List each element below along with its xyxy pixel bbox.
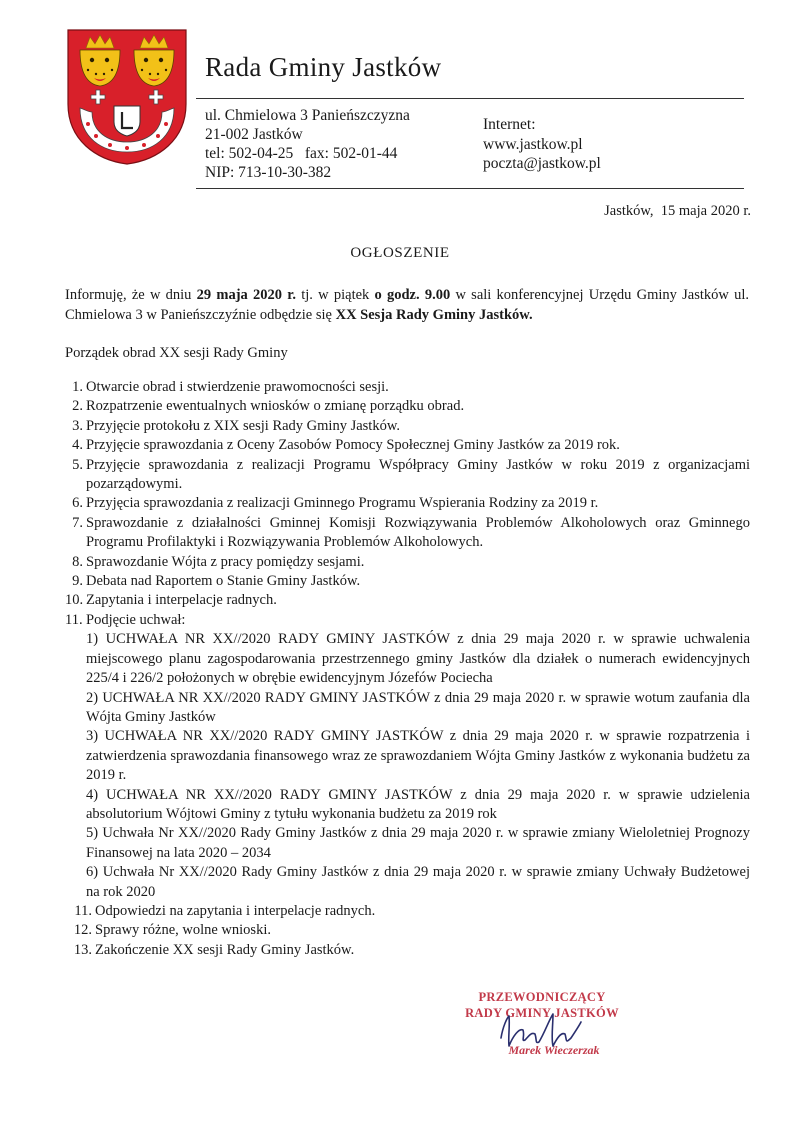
intro-text-1: Informuję, że w dniu (65, 287, 197, 303)
agenda-item-text: Podjęcie uchwał: (86, 611, 186, 628)
agenda-item-text: Debata nad Raportem o Stanie Gminy Jastków. (86, 573, 361, 590)
agenda-item-number: 1. (72, 379, 83, 395)
resolution-item-3: 3) UCHWAŁA NR XX//2020 RADY GMINY JASTKÓW z dnia 29 maja 2020 r. w sprawie rozpatrzenia i zatwierdzenia sprawozdania finansowego wraz ze sprawozdaniem Wójta Gminy Jastków z wykonania budżetu za 2019 r. (86, 728, 750, 784)
contact-block (483, 115, 601, 174)
contact-email-link[interactable]: poczta@jastkow.pl (483, 155, 601, 172)
document-title: OGŁOSZENIE (350, 245, 450, 261)
agenda-heading: Porządek obrad XX sesji Rady Gminy (65, 345, 288, 361)
agenda-item-text: Sprawy różne, wolne wnioski. (95, 922, 271, 939)
announcement-paragraph (65, 285, 749, 325)
agenda-item-number: 2. (72, 398, 83, 415)
address-street: ul. Chmielowa 3 Panieńszczyzna (205, 107, 410, 124)
agenda-list (65, 378, 750, 960)
agenda-item-1 (65, 378, 750, 397)
resolution-item-6: 6) Uchwała Nr XX//2020 Rady Gminy Jastków z dnia 29 maja 2020 r. w sprawie zmiany Uchwały Budżetowej na rok 2020 (86, 864, 750, 900)
header-rule-bottom (196, 188, 744, 189)
resolution-item-4: 4) UCHWAŁA NR XX//2020 RADY GMINY JASTKÓW z dnia 29 maja 2020 r. w sprawie udzielenia absolutorium Wójtowi Gminy z tytułu wykonania budżetu za 2019 rok (86, 786, 750, 822)
address-postcode: 21-002 Jastków (205, 126, 303, 143)
agenda-item-number: 5. (72, 456, 83, 473)
agenda-item-text: Sprawozdanie z działalności Gminnej Komisji Rozwiązywania Problemów Alkoholowych oraz Gminnego Programu Profilaktyki i Rozwiązywania Problemów Alkoholowych. (86, 514, 750, 551)
stamp-title: PRZEWODNICZĄCY (478, 990, 606, 1004)
agenda-item-number: 11. (74, 902, 92, 919)
address-phone-fax: tel: 502-04-25 fax: 502-01-44 (205, 145, 398, 162)
agenda-item-number: 7. (72, 514, 83, 531)
agenda-item-text: Przyjęcia sprawozdania z realizacji Gminnego Programu Wspierania Rodziny za 2019 r. (86, 495, 599, 512)
agenda-item-number: 10. (65, 592, 84, 609)
resolution-item-5: 5) Uchwała Nr XX//2020 Rady Gminy Jastków z dnia 29 maja 2020 r. w sprawie zmiany Wieloletniej Prognozy Finansowej na lata 2020 – 2034 (86, 825, 750, 861)
agenda-item-3 (65, 417, 750, 436)
agenda-item-11 (65, 611, 750, 902)
agenda-item-text: Zakończenie XX sesji Rady Gminy Jastków. (95, 941, 355, 958)
contact-internet-label: Internet: (483, 116, 536, 133)
agenda-item-number: 9. (72, 573, 83, 590)
session-date: 29 maja 2020 r. (196, 287, 296, 303)
resolutions-list (86, 630, 750, 902)
agenda-item-4 (65, 436, 750, 455)
agenda-item-number: 6. (72, 495, 83, 512)
agenda-item-text: Przyjęcie sprawozdania z Oceny Zasobów Pomocy Społecznej Gminy Jastków za 2019 rok. (86, 437, 620, 454)
agenda-item-8 (65, 553, 750, 572)
resolution-item-1: 1) UCHWAŁA NR XX//2020 RADY GMINY JASTKÓW z dnia 29 maja 2020 r. w sprawie uchwalenia miejscowego planu zagospodarowania przestrzennego gminy Jastków dla działek o numerach ewidencyjnych 225/4 i 226/2 położonych w obrębie ewidencyjnym Józefów Pociecha (86, 631, 750, 687)
address-block (205, 106, 410, 182)
agenda-item-text: Rozpatrzenie ewentualnych wniosków o zmianę porządku obrad. (86, 398, 465, 415)
session-name: XX Sesja Rady Gminy Jastków. (335, 307, 533, 323)
agenda-item-number: 8. (72, 553, 83, 570)
agenda-item-number: 12. (73, 922, 92, 939)
document-date: Jastków, 15 maja 2020 r. (604, 203, 751, 219)
agenda-item-7 (65, 514, 750, 553)
agenda-item-text: Odpowiedzi na zapytania i interpelacje radnych. (95, 902, 376, 919)
agenda-item-number: 3. (72, 417, 83, 434)
agenda-item-14 (65, 941, 750, 960)
contact-website-link[interactable]: www.jastkow.pl (483, 135, 583, 153)
coat-of-arms-logo (66, 28, 188, 166)
agenda-item-number: 13. (73, 941, 92, 958)
agenda-item-text: Przyjęcie sprawozdania z realizacji Programu Współpracy Gminy Jastków w roku 2019 z organizacjami pozarządowymi. (86, 456, 750, 493)
header-rule-top (196, 98, 744, 99)
session-time: o godz. 9.00 (374, 287, 451, 303)
intro-text-2: tj. w piątek (296, 287, 375, 303)
agenda-item-13 (65, 921, 750, 940)
stamp-signer-name: Marek Wieczerzak (508, 1043, 600, 1057)
handwritten-signature (495, 1008, 585, 1054)
agenda-item-number: 4. (72, 437, 83, 454)
resolution-item-2: 2) UCHWAŁA NR XX//2020 RADY GMINY JASTKÓW z dnia 29 maja 2020 r. w sprawie wotum zaufania dla Wójta Gminy Jastków (86, 689, 750, 725)
address-nip: NIP: 713-10-30-382 (205, 164, 332, 181)
agenda-item-12 (65, 902, 750, 921)
agenda-item-2 (65, 397, 750, 416)
agenda-item-10 (65, 591, 750, 610)
agenda-item-5 (65, 456, 750, 495)
org-name: Rada Gminy Jastków (205, 52, 442, 82)
agenda-item-text: Zapytania i interpelacje radnych. (86, 592, 277, 609)
agenda-item-text: Sprawozdanie Wójta z pracy pomiędzy sesjami. (86, 553, 365, 570)
agenda-item-6 (65, 494, 750, 513)
agenda-item-text: Przyjęcie protokołu z XIX sesji Rady Gminy Jastków. (86, 417, 400, 434)
agenda-item-number: 11. (65, 611, 83, 628)
intro-text-3: w sali konferencyjnej Urzędu Gminy Jastków ul. Chmielowa 3 w Panieńszczyźnie odbędzie się (65, 287, 749, 323)
agenda-item-text: Otwarcie obrad i stwierdzenie prawomocności sesji. (86, 379, 389, 395)
agenda-item-9 (65, 572, 750, 591)
stamp-council: RADY GMINY JASTKÓW (465, 1006, 619, 1020)
